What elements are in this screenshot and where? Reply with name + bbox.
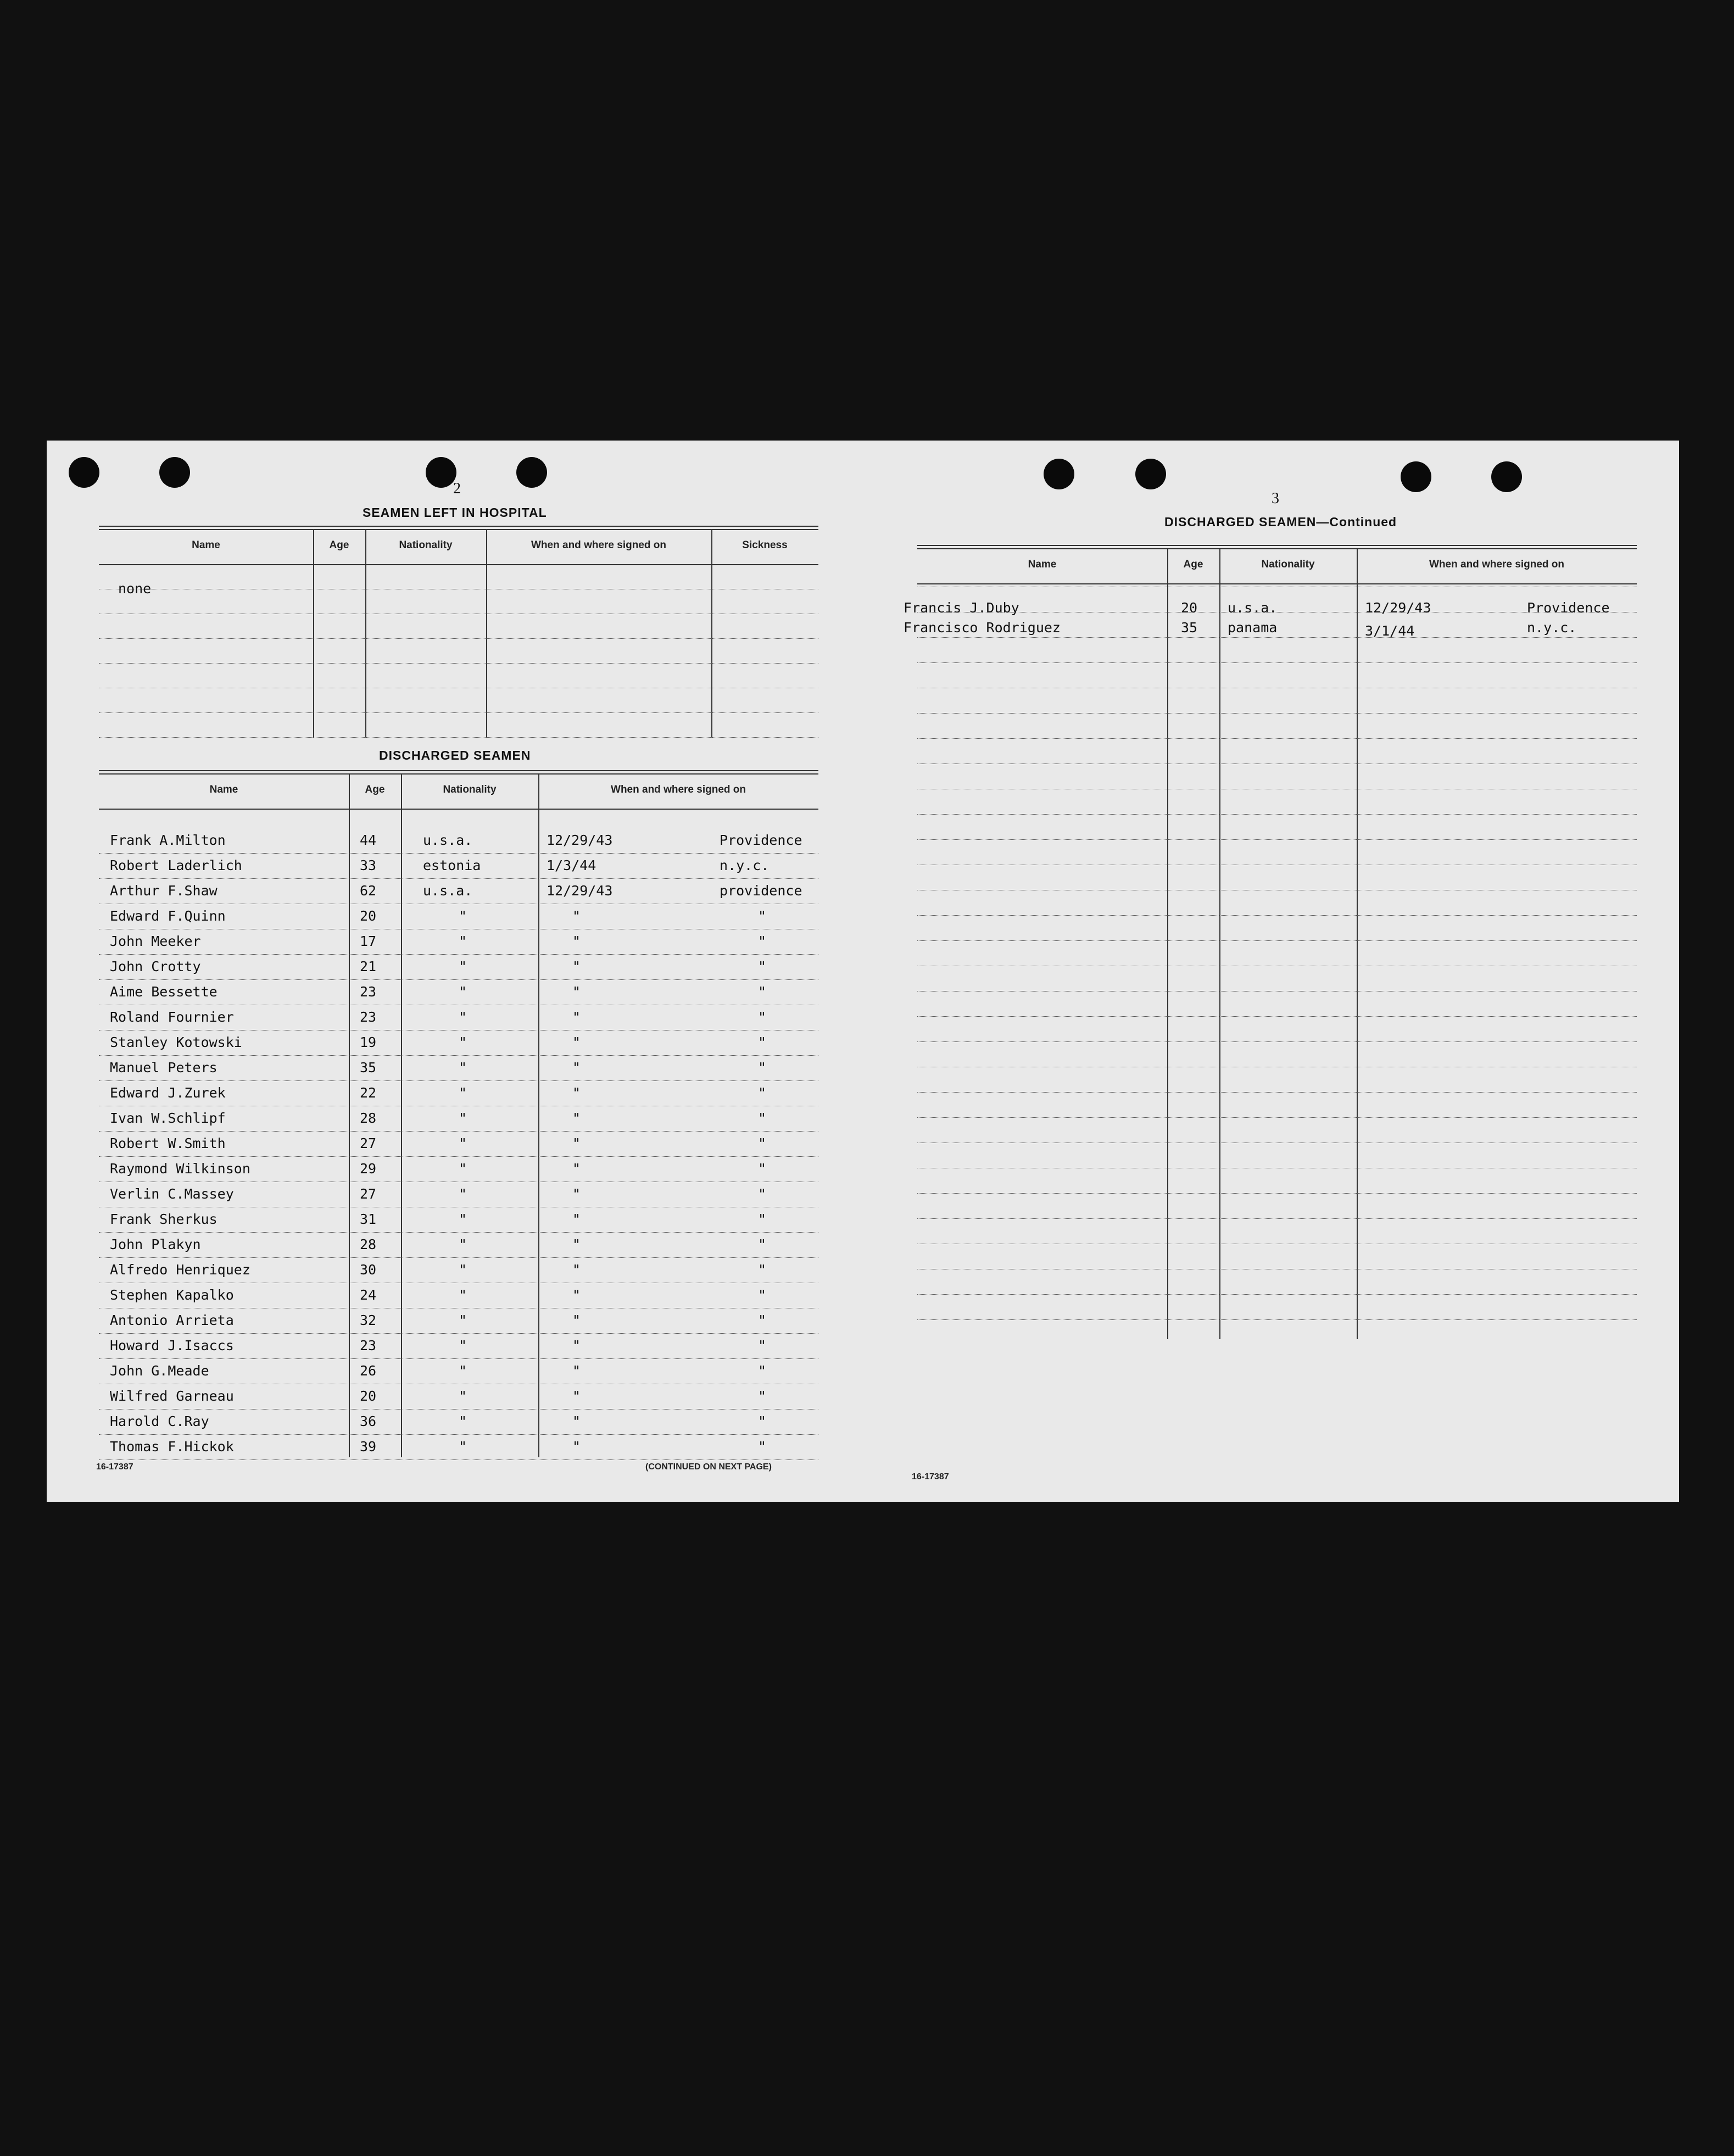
row-rule [917,1319,1637,1320]
seaman-age: 17 [360,933,377,949]
hospital-title: SEAMEN LEFT IN HOSPITAL [363,505,547,520]
seaman-name: Aime Bessette [110,984,218,1000]
seaman-age: 20 [360,1388,377,1404]
row-rule [99,1080,818,1081]
table-rule [99,773,818,775]
signed-on-place: providence [720,883,802,899]
seaman-age: 62 [360,883,377,899]
signed-on-date: " [572,1161,581,1177]
row-rule [99,979,818,980]
seaman-nationality: u.s.a. [1228,600,1278,616]
seaman-age: 36 [360,1413,377,1429]
table-rule [99,809,818,810]
signed-on-place: " [758,1236,767,1252]
punch-hole [426,457,456,488]
seaman-name: Manuel Peters [110,1060,218,1076]
signed-on-place: n.y.c. [1527,620,1577,636]
row-rule [99,737,818,738]
seaman-name: Stanley Kotowski [110,1034,242,1050]
row-rule [917,637,1637,638]
seaman-age: 31 [360,1211,377,1227]
row-rule [917,915,1637,916]
seaman-name: Edward F.Quinn [110,908,226,924]
row-rule [917,1092,1637,1093]
right-page [865,441,1679,1502]
seaman-name: Robert Laderlich [110,857,242,873]
seaman-name: Thomas F.Hickok [110,1439,234,1455]
seaman-age: 27 [360,1135,377,1151]
seaman-name: Arthur F.Shaw [110,883,218,899]
signed-on-date: " [572,1110,581,1126]
signed-on-place: " [758,959,767,974]
seaman-age: 33 [360,857,377,873]
signed-on-place: " [758,1262,767,1278]
seaman-name: Antonio Arrieta [110,1312,234,1328]
seaman-name: Ivan W.Schlipf [110,1110,226,1126]
seaman-age: 29 [360,1161,377,1177]
signed-on-place: " [758,1413,767,1429]
seaman-nationality: " [459,1287,467,1303]
signed-on-date: " [572,1009,581,1025]
seaman-age: 22 [360,1085,377,1101]
table-rule [917,583,1637,584]
seaman-nationality: " [459,1186,467,1202]
seaman-nationality: " [459,1338,467,1353]
form-number: 16-17387 [96,1462,133,1472]
signed-on-date: " [572,1085,581,1101]
signed-on-place: " [758,908,767,924]
column-rule [349,773,350,1457]
signed-on-place: " [758,1287,767,1303]
table-rule [99,526,818,527]
signed-on-date: " [572,1439,581,1455]
discharged-continued-table [904,545,1637,1352]
seaman-age: 32 [360,1312,377,1328]
seaman-age: 30 [360,1262,377,1278]
seaman-nationality: " [459,1085,467,1101]
seaman-name: Stephen Kapalko [110,1287,234,1303]
left-page [47,441,865,1502]
row-rule [917,662,1637,663]
seaman-name: Edward J.Zurek [110,1085,226,1101]
signed-on-date: " [572,1338,581,1353]
punch-hole [159,457,190,488]
column-rule [711,529,712,738]
row-rule [99,1257,818,1258]
signed-on-date: " [572,1363,581,1379]
row-rule [99,1459,818,1460]
seaman-name: Howard J.Isaccs [110,1338,234,1353]
column-rule [1219,548,1220,1339]
seaman-age: 20 [360,908,377,924]
seaman-nationality: " [459,1363,467,1379]
column-header: Nationality [399,539,453,551]
seaman-nationality: " [459,1161,467,1177]
column-rule [1357,548,1358,1339]
discharged-title: DISCHARGED SEAMEN [379,748,531,762]
signed-on-place: " [758,1110,767,1126]
signed-on-place: " [758,1338,767,1353]
table-rule [917,548,1637,549]
seaman-nationality: " [459,1262,467,1278]
signed-on-place: n.y.c. [720,857,770,873]
row-rule [917,713,1637,714]
seaman-age: 35 [1181,620,1198,636]
seaman-name: Harold C.Ray [110,1413,209,1429]
seaman-name: Verlin C.Massey [110,1186,234,1202]
row-rule [99,1434,818,1435]
signed-on-place: Providence [1527,600,1610,616]
seaman-nationality: " [459,1110,467,1126]
signed-on-place: " [758,1060,767,1076]
row-rule [917,814,1637,815]
signed-on-place: " [758,1161,767,1177]
page-number: 3 [1272,490,1279,507]
signed-on-place: " [758,933,767,949]
row-rule [917,940,1637,941]
row-rule [99,878,818,879]
column-header: Name [209,784,238,795]
seaman-name: Frank Sherkus [110,1211,218,1227]
seaman-nationality: " [459,933,467,949]
signed-on-place: " [758,1312,767,1328]
column-header: When and where signed on [1429,559,1564,570]
seaman-age: 23 [360,1338,377,1353]
table-rule [99,564,818,565]
signed-on-date: " [572,1211,581,1227]
signed-on-place: " [758,1211,767,1227]
row-rule [99,1131,818,1132]
signed-on-place: " [758,1363,767,1379]
signed-on-date: 12/29/43 [547,883,613,899]
column-rule [1167,548,1168,1339]
column-header: When and where signed on [531,539,666,551]
seaman-age: 23 [360,984,377,1000]
row-rule [99,638,818,639]
column-rule [401,773,402,1457]
signed-on-date: " [572,933,581,949]
seaman-age: 28 [360,1236,377,1252]
seaman-name: Roland Fournier [110,1009,234,1025]
seaman-nationality: " [459,1439,467,1455]
signed-on-place: " [758,1135,767,1151]
signed-on-date: " [572,1312,581,1328]
column-header: Nationality [443,784,497,795]
signed-on-date: 12/29/43 [547,832,613,848]
seaman-age: 35 [360,1060,377,1076]
punch-hole [1401,461,1431,492]
seaman-nationality: u.s.a. [423,883,473,899]
seaman-age: 28 [360,1110,377,1126]
row-rule [917,1218,1637,1219]
column-rule [313,529,314,738]
seaman-nationality: " [459,1413,467,1429]
seaman-nationality: " [459,1211,467,1227]
column-rule [538,773,539,1457]
row-rule [917,1117,1637,1118]
discharged-table [99,770,818,1462]
seaman-name: John Meeker [110,933,201,949]
page-number: 2 [453,480,461,497]
signed-on-date: " [572,1135,581,1151]
row-rule [917,1193,1637,1194]
seaman-age: 20 [1181,600,1198,616]
signed-on-date: " [572,1186,581,1202]
row-rule [99,1156,818,1157]
seaman-nationality: " [459,908,467,924]
seaman-nationality: " [459,1034,467,1050]
row-rule [99,954,818,955]
row-rule [99,712,818,713]
column-header: Age [1183,559,1203,570]
seaman-nationality: u.s.a. [423,832,473,848]
seaman-nationality: " [459,1135,467,1151]
seaman-age: 27 [360,1186,377,1202]
column-header: Name [1028,559,1057,570]
seaman-nationality: estonia [423,857,481,873]
signed-on-date: " [572,908,581,924]
punch-hole [1491,461,1522,492]
seaman-name: Robert W.Smith [110,1135,226,1151]
row-rule [917,839,1637,840]
row-rule [99,1333,818,1334]
signed-on-date: " [572,1034,581,1050]
seaman-name: John Plakyn [110,1236,201,1252]
seaman-age: 24 [360,1287,377,1303]
row-rule [917,1016,1637,1017]
seaman-name: Wilfred Garneau [110,1388,234,1404]
row-rule [99,663,818,664]
signed-on-date: " [572,1413,581,1429]
column-header: Name [192,539,220,551]
signed-on-place: " [758,1388,767,1404]
column-header: Sickness [742,539,788,551]
signed-on-place: " [758,984,767,1000]
form-number: 16-17387 [912,1472,949,1481]
seaman-age: 26 [360,1363,377,1379]
signed-on-date: 12/29/43 [1365,600,1431,616]
row-rule [99,1358,818,1359]
row-rule [99,1055,818,1056]
signed-on-place: " [758,1009,767,1025]
signed-on-place: " [758,1085,767,1101]
seaman-nationality: " [459,1312,467,1328]
punch-hole [1044,459,1074,489]
signed-on-place: " [758,1034,767,1050]
seaman-nationality: " [459,984,467,1000]
seaman-nationality: " [459,1009,467,1025]
seaman-name: John G.Meade [110,1363,209,1379]
seaman-name: Francis J.Duby [904,600,1019,616]
row-rule [99,853,818,854]
signed-on-date: " [572,1262,581,1278]
seaman-nationality: " [459,1060,467,1076]
seaman-name: Alfredo Henriquez [110,1262,250,1278]
column-header: Age [365,784,385,795]
column-rule [486,529,487,738]
continued-note: (CONTINUED ON NEXT PAGE) [645,1462,772,1472]
row-rule [917,1294,1637,1295]
row-rule [917,738,1637,739]
signed-on-place: Providence [720,832,802,848]
column-header: Age [329,539,349,551]
table-rule [917,545,1637,546]
signed-on-date: " [572,959,581,974]
row-rule [917,1041,1637,1042]
seaman-age: 39 [360,1439,377,1455]
seaman-age: 21 [360,959,377,974]
seaman-name: John Crotty [110,959,201,974]
signed-on-date: " [572,1236,581,1252]
punch-hole [69,457,99,488]
column-rule [365,529,366,738]
seaman-name: Frank A.Milton [110,832,226,848]
seaman-age: 23 [360,1009,377,1025]
signed-on-date: " [572,1388,581,1404]
punch-hole [516,457,547,488]
signed-on-date: " [572,984,581,1000]
seaman-nationality: " [459,1236,467,1252]
seaman-nationality: panama [1228,620,1278,636]
seaman-name: Francisco Rodriguez [904,620,1061,636]
discharged-continued-title: DISCHARGED SEAMEN—Continued [1164,515,1397,529]
signed-on-date: 3/1/44 [1365,623,1415,639]
signed-on-date: 1/3/44 [547,857,596,873]
signed-on-place: " [758,1439,767,1455]
seaman-age: 44 [360,832,377,848]
row-rule [99,1232,818,1233]
seaman-name: Raymond Wilkinson [110,1161,250,1177]
signed-on-date: " [572,1060,581,1076]
hospital-table [99,526,818,740]
seaman-nationality: " [459,959,467,974]
signed-on-place: " [758,1186,767,1202]
hospital-entry: none [118,581,152,597]
seaman-nationality: " [459,1388,467,1404]
punch-hole [1135,459,1166,489]
column-header: Nationality [1261,559,1315,570]
row-rule [99,1409,818,1410]
table-rule [99,770,818,771]
signed-on-date: " [572,1287,581,1303]
seaman-age: 19 [360,1034,377,1050]
table-rule [99,529,818,530]
column-header: When and where signed on [611,784,746,795]
